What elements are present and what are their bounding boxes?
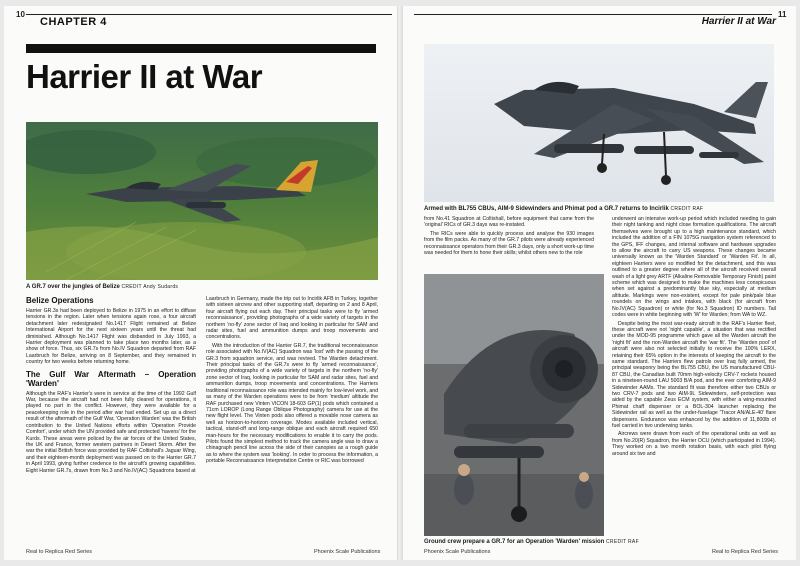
heading-gulf-war-aftermath: The Gulf War Aftermath – Operation 'Warden' <box>26 369 196 388</box>
ground-crew-caption <box>424 538 639 546</box>
footer-left-publisher: Phoenix Scale Publications <box>314 549 381 555</box>
flight-caption-text: Armed with BL755 CBUs, AIM-9 Sidewinders and Phimat pod a GR.7 returns to Incirlik <box>424 206 669 212</box>
paragraph: underwent an intensive work-up period which included needing to gain their night tanking and night close formation qualifications. The aircraft themselves were brought up to a high maintenance standard, which included the addition of a FIN 1075G navigation system referenced to the GPS, IFF changes, and internal software and hardware upgrades to allow the aircraft to carry US weapons. These changes became universally known as the 'Warden Standard' or 'Warden Fit'. In all, eighteen Harriers were so modified for the detachment, and this was outlined to a greater degree where all of the aircraft received overall wash of a light grey ARTF (Alkaline Removable Temporary Finish) paint scheme which was designed to make the machines less conspicuous when set against a predominantly blue sky, especially at medium altitude. Markings were non-existent, except for pale pink/pale blue roundels on the wings and intakes, with black (for aircraft from No.IV(AC) Squadron) or white (for No.3 Squadron) ID numbers. Tail codes were in white beginning with 'W' for Warden; from WA to WZ. <box>612 216 776 319</box>
ground-crew-caption-text: Ground crew prepare a GR.7 for an Operation 'Warden' mission <box>424 539 605 545</box>
belize-caption <box>26 283 178 291</box>
paragraph: With the introduction of the Harrier GR.7, the traditional reconnaissance role associated with No.IV(AC) Squadron was 'lost' with the passing of the GR.3 from squadron service, and was revived. The Warden detachment. Their principal tasks of the GR.7s were to fly 'armed reconnaissance', providing photographs of a wide variety of targets in the northern 'no-fly' zone sector of Iraq, looking in particular for SAM and radar sites, fuel and ammunition dumps, troop movements and concentrations. The Harriers traditional reconnaissance role was intended mainly for low-level work, and as many of the Warden operations were to be from 'medium' altitude the RAF purchased new Vinten VICON 18-603 GP(1) pods which contained a 71cm LOROP (Long Range Oblique Photography) camera for use at the new flight level. The Vinten pods also offered a movable nose camera as well as horizon-to-horizon coverage. Modes available included vertical, tactical, stand-off and long-range oblique and each aircraft required 650 man-hours for the necessary modifications to enable it to carry the pods. Pilots found the simplest method to track the camera angle was to draw a chinagraph pencil line across the side of their canopies as a rough guide as to where the system was 'looking'. In order to process the information, a portable Reconnaissance Interpretation Centre or RIC was borrowed <box>206 342 378 465</box>
title-bar <box>26 44 376 53</box>
chapter-label: CHAPTER 4 <box>40 16 107 28</box>
ground-crew-photo <box>424 274 604 536</box>
flight-caption <box>424 205 703 213</box>
heading-belize-operations: Belize Operations <box>26 296 94 305</box>
belize-photo-image <box>26 122 378 280</box>
flight-credit: CREDIT RAF <box>670 206 704 212</box>
paragraph: from No.41 Squadron at Coltishall, before equipment that came from the 'original' RICs of GR.3 days was re-instated. <box>424 216 594 229</box>
paragraph: The RICs were able to quickly process and analyse the 930 images from the film packs. As many of the GR.7 pilots were already experienced reconnaissance operators from their GR.3 days, only a short work-up time was needed for them to hone their skills; whilst others new to the role <box>424 230 594 257</box>
flight-photo <box>424 44 774 202</box>
paragraph: Harrier GR.3s had been deployed to Belize in 1975 in an effort to diffuse tensions in the region. Later when tensions again rose, a four aircraft detachment later redesignated No.1417 Flight remained at Belize International Airport for the next sixteen years until the threat had diminished. Although No.1417 Flight was disbanded in July 1993, a Harrier deployment was planned to take place two months later, as a show of force. Thus, six GR.7s from No.IV Squadron departed from RAF Laarbruch for Belize, arriving on 8 September, and they remained in country for two weeks before returning home. <box>26 308 196 366</box>
footer-left-series: Real to Replica Red Series <box>26 549 93 555</box>
paragraph: Aircrews were drawn from each of the operational units as well as from No.20(R) Squadron, the Harrier OCU (which participated in 1994). They worked on a two month rotation basis, with each pilot flying around six two and <box>612 431 776 457</box>
ground-crew-credit: CREDIT RAF <box>606 539 639 545</box>
column-2 <box>206 296 378 546</box>
belize-photo <box>26 122 378 280</box>
right-page-number: 11 <box>778 10 787 19</box>
page-title: Harrier II at War <box>26 58 263 95</box>
belize-credit: CREDIT Andy Sudards <box>121 284 179 290</box>
footer-right-publisher: Phoenix Scale Publications <box>424 549 491 555</box>
running-title: Harrier II at War <box>701 16 776 27</box>
footer-right-series: Real to Replica Red Series <box>712 549 779 555</box>
belize-caption-text: A GR.7 over the jungles of Belize <box>26 284 120 290</box>
column-3 <box>424 216 594 270</box>
flight-photo-image <box>424 44 774 202</box>
column-1 <box>26 296 196 546</box>
column-4 <box>612 216 776 546</box>
paragraph: Despite being the most war-ready aircraft in the RAF's Harrier fleet, these aircraft were not 'night capable', a situation that was rectified under the MOD-95 programme which gave all the Warden aircraft the 'night fit' and the non-Warden aircraft the 'war fit'. The 'Warden pool' of aircraft were also not selected initially to receive the 100% LERX, retaining their 65% option in the interests of keeping the aircraft to the same standard. The Harriers flew patrols over Iraq fully armed, the principal weaponry being the BL755 CBU, the US manufactured CBU-87 CBU, the Canadian built 70mm high-velocity CRV-7 rockets housed in a nineteen-round LAU 5003 B/A pod, and the ever comforting AIM-9 Sidewinder AAMs. The standard fit was therefore either two CBUs or two CRV-7 pods and two AIM-9L Sidewinders, self-protection was aided by the capable Zeus ECM system, with either a wing-mounted Phimat chaff dispenser or a BOL-304 launcher replacing the Sidewinder rail as well as the under-fuselage 'Tracor AN/ALE-40' flare dispensers. Endurance was enhanced by the addition of 11,800lb of fuel carried in two underwing tanks. <box>612 320 776 429</box>
paragraph: Although the RAF's Harrier's were in service at the time of the 1992 Gulf War, because the aircraft had not been fully cleared for operations, it played no part in the conflict. However, they were available for a peacekeeping role in the period after war had ended. Set up as a direct result of the aftermath of the Gulf War, 'Operation Warden' was the British contribution to the United Nations efforts within 'Operation Provide Comfort', under which the UN provided safe and protected 'havens' for the Kurds. These areas were policed by the air forces of the United States, the UK and France, former western partners in Desert Storm. After the war the initial British force was provided by RAF Coltishall's Jaguar Wing, and their eighteen-month deployment was passed on to the Harrier GR.7 in April 1993, giving further credence to the aircraft's growing capabilities. Eight Harrier GR.7s, drawn from No.3 and No.IV(AC) Squadrons based at <box>26 390 196 474</box>
left-page-number: 10 <box>16 10 25 19</box>
right-header-rule <box>414 14 772 15</box>
paragraph: Laarbruch in Germany, made the trip out to Incirlik AFB in Turkey, together with sixteen aircrew and other supporting staff, departing on 2 and 8 April, four aircraft flying out each day. Their principal tasks were to fly 'armed reconnaissance', providing photographs of a wide variety of targets in the northern 'no-fly' zone sector of Iraq and looking in particular for SAM and radar sites, fuel and ammunition dumps and troop movements and concentrations. <box>206 296 378 341</box>
ground-crew-photo-image <box>424 274 604 536</box>
